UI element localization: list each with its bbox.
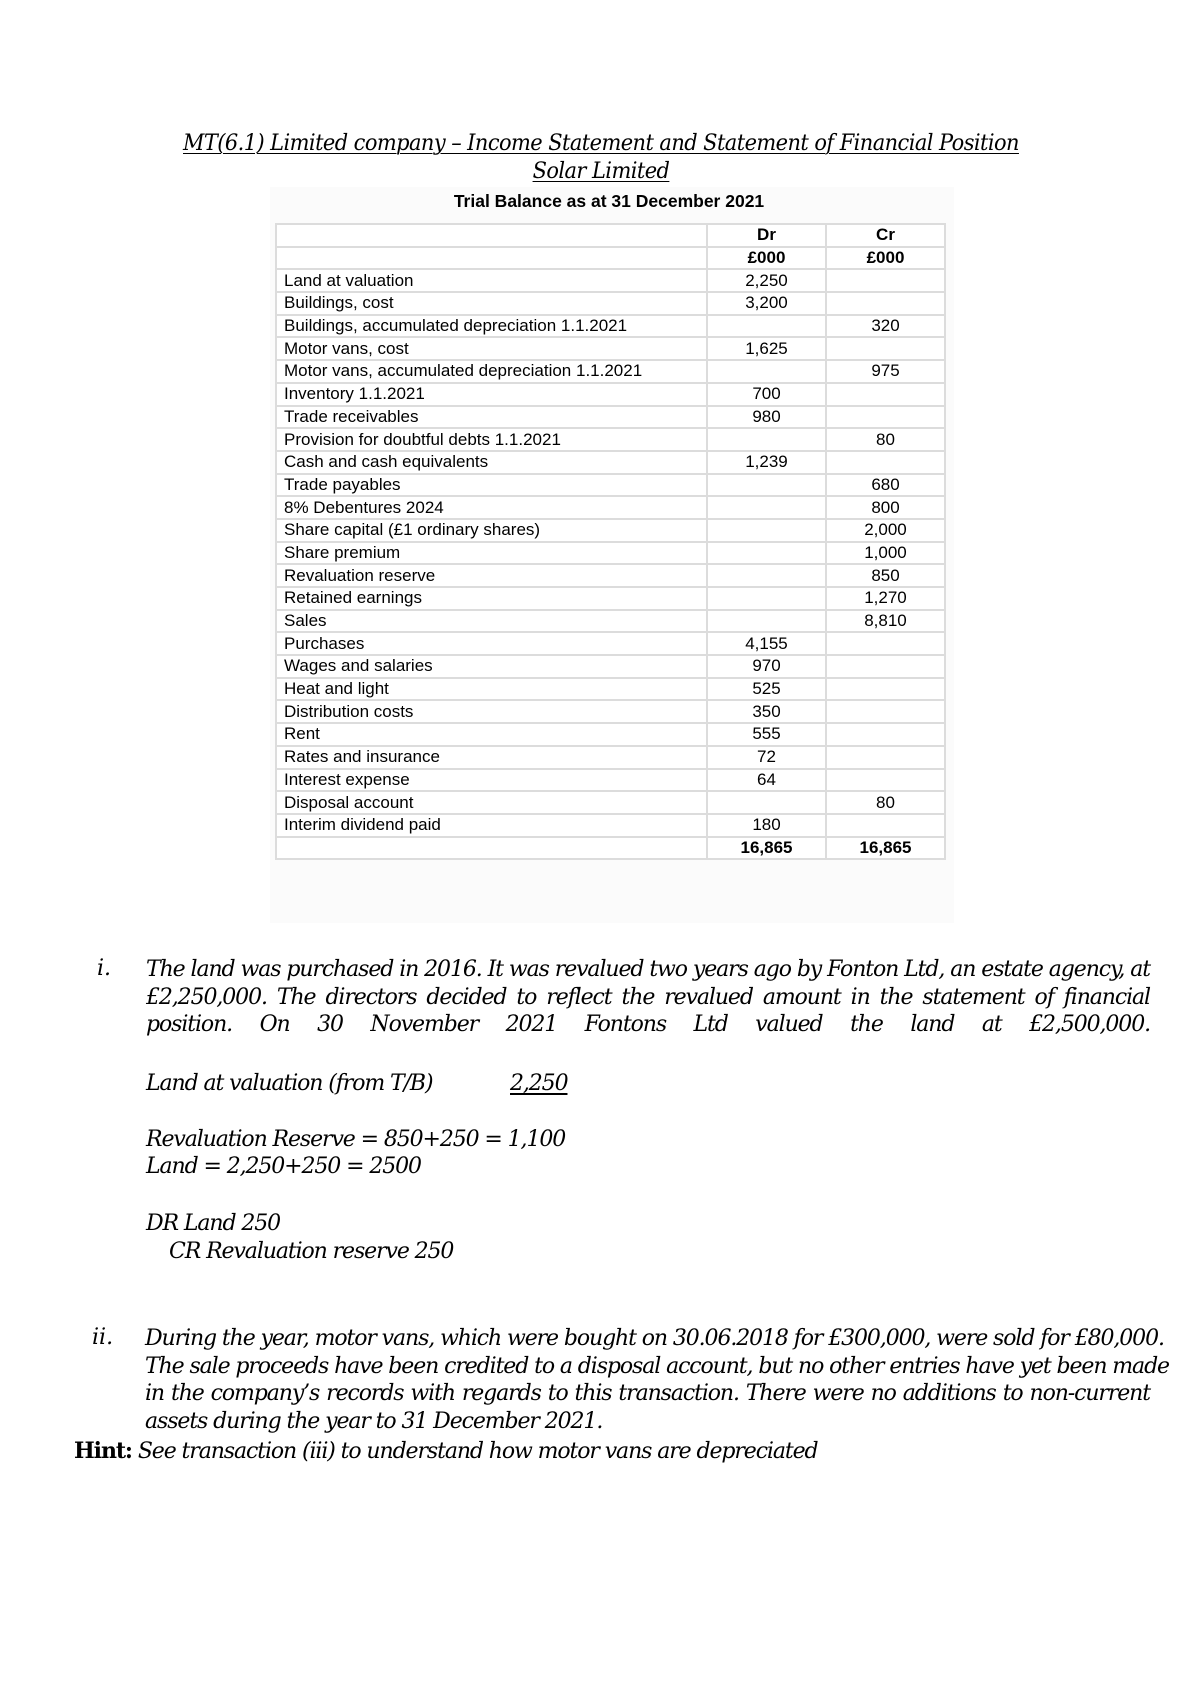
- table-row: [276, 406, 945, 429]
- account-cell: Trade payables: [276, 474, 707, 497]
- trial-balance-heading: Trial Balance as at 31 December 2021: [453, 191, 765, 211]
- dr-cell: [707, 519, 826, 542]
- dr-cell: [707, 315, 826, 338]
- note-i-line: The land was purchased in 2016. It was revalued two years ago by Fonton Ltd, an estate agency, at: [146, 957, 1150, 982]
- table-row: [276, 337, 945, 360]
- note-ii-line: assets during the year to 31 December 2021.: [145, 1408, 603, 1434]
- land-valuation-value: 2,250: [510, 1071, 568, 1096]
- cr-cell: 1,000: [826, 542, 945, 565]
- dr-cell: 64: [707, 769, 826, 792]
- account-cell: Heat and light: [276, 678, 707, 701]
- header-cell-cr: Cr: [826, 224, 945, 247]
- cr-cell: [826, 406, 945, 429]
- table-row: [276, 746, 945, 769]
- dr-cell: 72: [707, 746, 826, 769]
- cr-cell: 680: [826, 474, 945, 497]
- dr-cell: 1,625: [707, 337, 826, 360]
- table-row: [276, 360, 945, 383]
- unit-cell-account: [276, 247, 707, 270]
- cr-cell: [826, 655, 945, 678]
- unit-cell-cr: £000: [826, 247, 945, 270]
- total-label-cell: [276, 837, 707, 860]
- account-cell: Motor vans, cost: [276, 337, 707, 360]
- total-dr: 16,865: [707, 837, 826, 860]
- cr-cell: 850: [826, 564, 945, 587]
- document-title: MT(6.1) Limited company – Income Statement and Statement of Financial Position: [183, 130, 1019, 156]
- trial-balance-table: [275, 223, 946, 860]
- account-cell: Buildings, cost: [276, 292, 707, 315]
- cr-cell: [826, 700, 945, 723]
- dr-cell: [707, 474, 826, 497]
- unit-cell-dr: £000: [707, 247, 826, 270]
- dr-cell: [707, 428, 826, 451]
- table-row: [276, 700, 945, 723]
- account-cell: Cash and cash equivalents: [276, 451, 707, 474]
- cr-cell: 320: [826, 315, 945, 338]
- table-row: [276, 519, 945, 542]
- table-row: [276, 315, 945, 338]
- table-row: [276, 632, 945, 655]
- cr-cell: [826, 269, 945, 292]
- dr-cell: [707, 587, 826, 610]
- company-name: Solar Limited: [532, 158, 670, 184]
- cr-cell: 2,000: [826, 519, 945, 542]
- dr-cell: 980: [707, 406, 826, 429]
- hint-label: Hint:: [74, 1438, 132, 1464]
- note-ii-paragraph: [145, 1325, 1169, 1435]
- account-cell: Rent: [276, 723, 707, 746]
- header-cell-account: [276, 224, 707, 247]
- cr-cell: 800: [826, 496, 945, 519]
- note-i-marker: i.: [97, 956, 112, 981]
- cr-cell: [826, 769, 945, 792]
- account-cell: Trade receivables: [276, 406, 707, 429]
- dr-cell: [707, 610, 826, 633]
- table-row: [276, 723, 945, 746]
- account-cell: Interim dividend paid: [276, 814, 707, 837]
- account-cell: Retained earnings: [276, 587, 707, 610]
- cr-cell: [826, 746, 945, 769]
- account-cell: Provision for doubtful debts 1.1.2021: [276, 428, 707, 451]
- cr-cell: 1,270: [826, 587, 945, 610]
- table-row: [276, 655, 945, 678]
- table-row: [276, 269, 945, 292]
- table-row: [276, 587, 945, 610]
- revaluation-reserve-calc: Revaluation Reserve = 850+250 = 1,100: [146, 1127, 566, 1152]
- account-cell: Buildings, accumulated depreciation 1.1.2021: [276, 315, 707, 338]
- table-row: [276, 564, 945, 587]
- hint: [74, 1438, 818, 1466]
- table-row: [276, 292, 945, 315]
- table-row: [276, 610, 945, 633]
- dr-cell: 2,250: [707, 269, 826, 292]
- account-cell: Disposal account: [276, 791, 707, 814]
- note-ii-line: The sale proceeds have been credited to a disposal account, but no other entries have yet been made: [145, 1353, 1169, 1379]
- dr-cell: [707, 360, 826, 383]
- table-row: [276, 542, 945, 565]
- cr-cell: [826, 337, 945, 360]
- dr-cell: [707, 564, 826, 587]
- cr-cell: [826, 383, 945, 406]
- account-cell: Share premium: [276, 542, 707, 565]
- dr-cell: 350: [707, 700, 826, 723]
- account-cell: Motor vans, accumulated depreciation 1.1.2021: [276, 360, 707, 383]
- account-cell: Distribution costs: [276, 700, 707, 723]
- note-ii-line: During the year, motor vans, which were bought on 30.06.2018 for £300,000, were sold for £80,000.: [145, 1326, 1164, 1351]
- dr-cell: [707, 542, 826, 565]
- header-cell-dr: Dr: [707, 224, 826, 247]
- cr-cell: 80: [826, 428, 945, 451]
- table-row: [276, 383, 945, 406]
- note-ii-line: in the company’s records with regards to this transaction. There were no additions to non-current: [145, 1381, 1150, 1406]
- account-cell: Interest expense: [276, 769, 707, 792]
- dr-cell: 1,239: [707, 451, 826, 474]
- hint-text: See transaction (iii) to understand how motor vans are depreciated: [131, 1439, 818, 1464]
- dr-cell: 555: [707, 723, 826, 746]
- dr-cell: 525: [707, 678, 826, 701]
- table-row: [276, 496, 945, 519]
- land-calc: Land = 2,250+250 = 2500: [146, 1154, 421, 1179]
- note-ii-marker: ii.: [92, 1325, 114, 1350]
- land-valuation-label: Land at valuation (from T/B): [146, 1071, 433, 1096]
- account-cell: Sales: [276, 610, 707, 633]
- table-row: [276, 814, 945, 837]
- dr-cell: 970: [707, 655, 826, 678]
- note-i-line: position. On 30 November 2021 Fontons Ltd valued the land at £2,500,000.: [146, 1012, 1150, 1037]
- table-row: [276, 451, 945, 474]
- account-cell: Purchases: [276, 632, 707, 655]
- table-total-row: [276, 837, 945, 860]
- journal-debit: DR Land 250: [146, 1211, 281, 1236]
- cr-cell: [826, 451, 945, 474]
- dr-cell: 4,155: [707, 632, 826, 655]
- table-header-row: [276, 224, 945, 247]
- dr-cell: [707, 496, 826, 519]
- dr-cell: 3,200: [707, 292, 826, 315]
- account-cell: Wages and salaries: [276, 655, 707, 678]
- account-cell: Share capital (£1 ordinary shares): [276, 519, 707, 542]
- cr-cell: 8,810: [826, 610, 945, 633]
- journal-credit: CR Revaluation reserve 250: [169, 1239, 454, 1264]
- account-cell: 8% Debentures 2024: [276, 496, 707, 519]
- dr-cell: 700: [707, 383, 826, 406]
- cr-cell: [826, 292, 945, 315]
- account-cell: Inventory 1.1.2021: [276, 383, 707, 406]
- cr-cell: [826, 723, 945, 746]
- dr-cell: [707, 791, 826, 814]
- cr-cell: 975: [826, 360, 945, 383]
- cr-cell: [826, 632, 945, 655]
- table-row: [276, 678, 945, 701]
- table-row: [276, 769, 945, 792]
- table-row: [276, 791, 945, 814]
- cr-cell: [826, 678, 945, 701]
- account-cell: Rates and insurance: [276, 746, 707, 769]
- table-row: [276, 474, 945, 497]
- total-cr: 16,865: [826, 837, 945, 860]
- note-i-line: £2,250,000. The directors decided to reflect the revalued amount in the statement of financial: [146, 984, 1150, 1010]
- cr-cell: [826, 814, 945, 837]
- table-row: [276, 428, 945, 451]
- cr-cell: 80: [826, 791, 945, 814]
- account-cell: Land at valuation: [276, 269, 707, 292]
- dr-cell: 180: [707, 814, 826, 837]
- account-cell: Revaluation reserve: [276, 564, 707, 587]
- note-i-paragraph: [146, 956, 1150, 1039]
- table-unit-row: [276, 247, 945, 270]
